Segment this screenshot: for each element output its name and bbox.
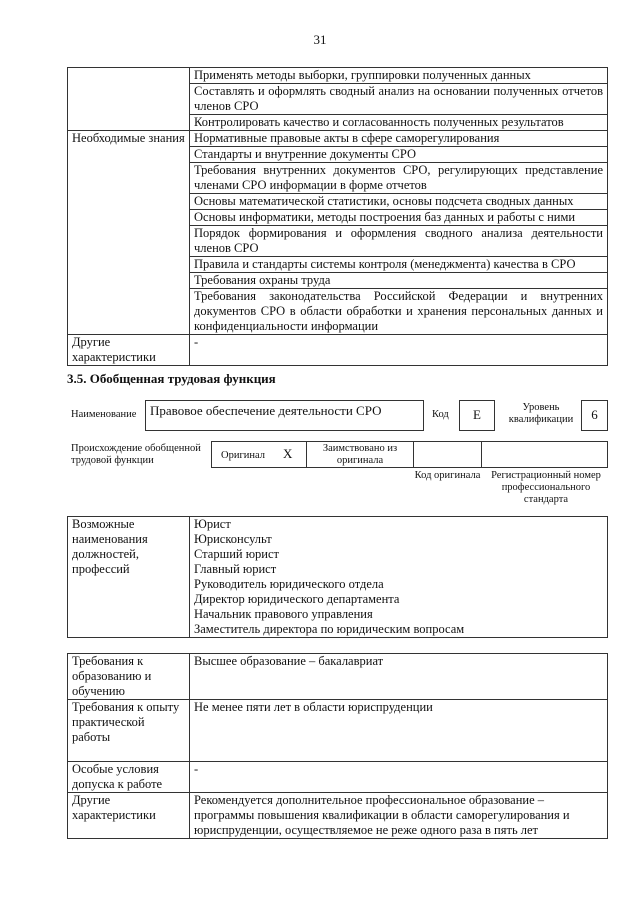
table-cell: Порядок формирования и оформления сводного анализа деятельности членов СРО: [190, 226, 608, 257]
requirements-table: [67, 653, 608, 839]
origin-label: Происхождение обобщенной трудовой функции: [71, 443, 201, 466]
list-item: Директор юридического департамента: [194, 592, 400, 606]
list-item: Начальник правового управления: [194, 607, 373, 621]
list-item: Руководитель юридического отдела: [194, 577, 384, 591]
code-original-caption: Код оригинала: [414, 470, 481, 481]
req-value-admission: -: [190, 762, 608, 793]
table-cell: Основы математической статистики, основы подсчета сводных данных: [190, 194, 608, 210]
table-cell: Применять методы выборки, группировки полученных данных: [190, 68, 608, 84]
table-cell: Правила и стандарты системы контроля (менеджмента) качества в СРО: [190, 257, 608, 273]
original-label: Оригинал: [221, 450, 265, 461]
list-item: Юрист: [194, 517, 231, 531]
table-cell: Составлять и оформлять сводный анализ на основании полученных отчетов членов СРО: [190, 84, 608, 115]
row-label-knowledge: Необходимые знания: [68, 131, 190, 335]
table-cell: Контролировать качество и согласованность полученных результатов: [190, 115, 608, 131]
level-label: Уровень квалификации: [508, 402, 574, 425]
req-value-education: Высшее образование – бакалавриат: [190, 654, 608, 700]
name-label: Наименование: [71, 409, 137, 420]
req-value-experience: Не менее пяти лет в области юриспруденции: [190, 700, 608, 762]
table-cell: Требования внутренних документов СРО, регулирующих представление членами СРО информации в форме отчетов: [190, 163, 608, 194]
list-item: Заместитель директора по юридическим вопросам: [194, 622, 465, 636]
page-number: 31: [313, 32, 327, 47]
reg-number-box: [481, 441, 608, 468]
row-label-other: Другие характеристики: [68, 335, 190, 366]
original-mark: X: [283, 446, 293, 461]
level-value: 6: [581, 400, 608, 431]
code-original-box: [413, 441, 482, 468]
req-label-admission: Особые условия допуска к работе: [68, 762, 190, 793]
positions-label: Возможные наименования должностей, профессий: [68, 517, 190, 638]
code-value: E: [459, 400, 495, 431]
table-cell: -: [190, 335, 608, 366]
table-cell: Требования законодательства Российской Федерации и внутренних документов СРО в области обработки и хранения персональных данных и конфиденциальности информации: [190, 289, 608, 335]
code-label: Код: [432, 409, 449, 420]
table-cell: Стандарты и внутренние документы СРО: [190, 147, 608, 163]
req-label-experience: Требования к опыту практической работы: [68, 700, 190, 762]
list-item: Юрисконсульт: [194, 532, 272, 546]
table-cell: Требования охраны труда: [190, 273, 608, 289]
list-item: Главный юрист: [194, 562, 277, 576]
positions-table: [67, 516, 608, 638]
row-label-empty: [68, 68, 190, 131]
req-value-other: Рекомендуется дополнительное профессиональное образование – программы повышения квалификации в области саморегулирования и юриспруденции, осуществляемое не реже одного раза в пять лет: [190, 793, 608, 839]
reg-number-caption: Регистрационный номер профессионального стандарта: [491, 470, 601, 505]
req-label-other: Другие характеристики: [68, 793, 190, 839]
skills-knowledge-table: [67, 67, 608, 366]
section-title: 3.5. Обобщенная трудовая функция: [67, 371, 276, 386]
name-value: Правовое обеспечение деятельности СРО: [145, 400, 424, 431]
positions-list: [190, 517, 608, 638]
table-cell: Основы информатики, методы построения баз данных и работы с ними: [190, 210, 608, 226]
borrowed-label: Заимствовано из оригинала: [322, 443, 398, 466]
table-cell: Нормативные правовые акты в сфере саморегулирования: [190, 131, 608, 147]
req-label-education: Требования к образованию и обучению: [68, 654, 190, 700]
list-item: Старший юрист: [194, 547, 280, 561]
